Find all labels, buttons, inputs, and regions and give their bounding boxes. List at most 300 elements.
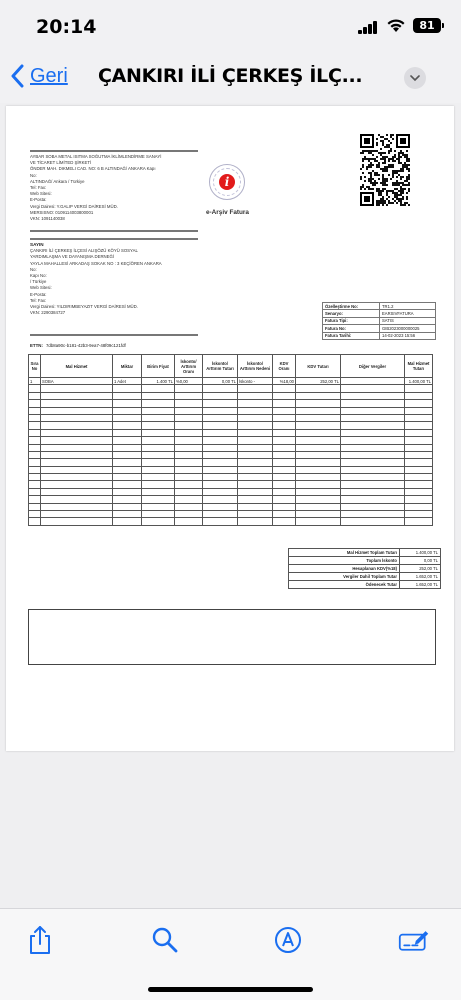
seller-line: Tel: Fax: — [30, 185, 47, 191]
table-cell — [341, 511, 405, 518]
table-cell — [175, 422, 203, 429]
seller-line: VKN: 1091140038 — [30, 216, 65, 222]
table-row — [29, 451, 433, 458]
table-cell — [273, 488, 296, 495]
table-cell — [113, 451, 142, 458]
table-cell — [238, 459, 273, 466]
table-cell — [405, 496, 433, 503]
table-row — [29, 392, 433, 399]
table-cell — [29, 511, 41, 518]
table-row — [29, 400, 433, 407]
table-row — [29, 429, 433, 436]
table-cell — [341, 459, 405, 466]
table-cell — [29, 437, 41, 444]
ettn-value: 7db8a90c-b181-42b3-9ea7-48f09c121fdf — [45, 343, 126, 348]
table-cell — [41, 437, 113, 444]
document-viewer[interactable] — [0, 103, 461, 908]
table-cell — [238, 488, 273, 495]
table-cell — [273, 392, 296, 399]
table-cell — [113, 466, 142, 473]
total-value: 1.652,00 TL — [400, 581, 441, 589]
table-row — [29, 414, 433, 421]
meta-label: Özelleştirme No: — [323, 303, 380, 310]
table-cell: 1 — [29, 378, 41, 385]
table-cell — [273, 511, 296, 518]
table-cell — [341, 414, 405, 421]
buyer-info — [30, 242, 202, 316]
table-cell — [296, 466, 341, 473]
table-cell — [29, 385, 41, 392]
table-cell — [203, 503, 238, 510]
table-cell — [142, 414, 175, 421]
table-cell — [238, 392, 273, 399]
table-cell — [341, 496, 405, 503]
table-row — [29, 511, 433, 518]
table-cell — [142, 429, 175, 436]
table-cell — [238, 422, 273, 429]
table-cell — [273, 496, 296, 503]
table-cell — [175, 444, 203, 451]
table-cell — [238, 496, 273, 503]
table-cell: %0,00 — [175, 378, 203, 385]
table-cell — [296, 385, 341, 392]
table-cell — [296, 407, 341, 414]
seller-line: AYBAR SOBA METAL ISITMA SOĞUTMA İKLİMLENDİRME SANAYİ — [30, 154, 162, 159]
meta-value: EARSIVFATURA — [380, 310, 436, 317]
table-cell — [29, 451, 41, 458]
table-cell: 1.400 TL — [142, 378, 175, 385]
table-cell — [41, 429, 113, 436]
table-row — [29, 503, 433, 510]
total-value: 1.652,00 TL — [400, 573, 441, 581]
seller-line: E-Posta: — [30, 197, 47, 203]
table-cell — [175, 400, 203, 407]
table-cell — [113, 503, 142, 510]
table-cell — [41, 451, 113, 458]
seller-line: Vergi Dairesi: Y.GALIP VERGİ DAİRESİ MÜD. — [30, 203, 118, 209]
table-cell — [41, 503, 113, 510]
table-cell — [273, 385, 296, 392]
table-cell — [175, 385, 203, 392]
table-cell — [238, 511, 273, 518]
table-cell — [296, 451, 341, 458]
table-cell — [142, 451, 175, 458]
table-cell — [405, 451, 433, 458]
table-cell — [273, 422, 296, 429]
seller-line: Web Sitesi: — [30, 191, 52, 197]
table-cell — [113, 481, 142, 488]
table-cell — [341, 466, 405, 473]
table-cell — [405, 459, 433, 466]
total-row — [289, 573, 441, 581]
table-cell — [113, 474, 142, 481]
column-header: Birim Fiyat — [142, 355, 175, 378]
table-cell — [296, 481, 341, 488]
table-cell — [29, 414, 41, 421]
table-cell — [203, 407, 238, 414]
table-cell — [175, 511, 203, 518]
table-cell — [405, 503, 433, 510]
table-cell — [175, 474, 203, 481]
table-cell — [405, 481, 433, 488]
annotate-icon — [398, 926, 430, 954]
buyer-lines — [30, 248, 202, 316]
seller-line: ALTINDAĞ/ Ankara / Türkiye — [30, 178, 85, 184]
buyer-line: E-Posta: — [30, 291, 47, 297]
table-cell — [175, 518, 203, 525]
meta-value: SATIS — [380, 317, 436, 324]
back-button-label: Geri — [30, 64, 68, 87]
table-cell — [203, 444, 238, 451]
table-cell: %18,00 — [273, 378, 296, 385]
table-cell — [175, 481, 203, 488]
table-cell — [341, 503, 405, 510]
table-cell — [41, 459, 113, 466]
table-cell — [175, 451, 203, 458]
table-cell — [405, 444, 433, 451]
meta-value: 14-02-2023 15:56 — [380, 332, 436, 339]
table-cell — [238, 437, 273, 444]
table-cell — [113, 518, 142, 525]
table-cell — [175, 459, 203, 466]
table-cell — [341, 481, 405, 488]
table-cell — [203, 429, 238, 436]
table-cell — [238, 466, 273, 473]
table-cell — [405, 407, 433, 414]
table-cell — [405, 422, 433, 429]
meta-value: TR1.2 — [380, 303, 436, 310]
buyer-line: ÇANKIRI İLİ ÇERKEŞ İLÇESİ ALIŞÖZÜ KÖYÜ SOSYAL — [30, 248, 138, 254]
qr-code-icon — [360, 134, 410, 206]
meta-row — [323, 303, 436, 310]
table-cell — [41, 511, 113, 518]
total-row — [289, 557, 441, 565]
table-cell — [341, 444, 405, 451]
table-cell — [175, 392, 203, 399]
table-cell — [238, 481, 273, 488]
table-cell — [296, 429, 341, 436]
meta-value: GIB2023000000025 — [380, 325, 436, 332]
battery-icon: 81 — [413, 18, 441, 33]
table-cell — [175, 466, 203, 473]
table-row — [29, 444, 433, 451]
table-cell — [273, 518, 296, 525]
status-time: 20:14 — [36, 16, 97, 38]
table-cell — [41, 518, 113, 525]
table-cell — [341, 392, 405, 399]
table-cell — [142, 474, 175, 481]
table-cell — [405, 400, 433, 407]
table-cell — [142, 511, 175, 518]
table-cell — [273, 437, 296, 444]
table-cell — [203, 392, 238, 399]
column-header: KDV Oranı — [273, 355, 296, 378]
table-cell — [405, 392, 433, 399]
table-cell — [29, 429, 41, 436]
table-cell — [203, 451, 238, 458]
seller-line: MERSISNO: 0109114003800001 — [30, 209, 94, 215]
table-row — [29, 407, 433, 414]
table-cell — [142, 407, 175, 414]
table-cell — [273, 503, 296, 510]
table-cell — [203, 414, 238, 421]
table-cell — [296, 400, 341, 407]
table-cell: 1.400,00 TL — [405, 378, 433, 385]
table-cell — [142, 422, 175, 429]
table-row — [29, 385, 433, 392]
table-cell — [175, 407, 203, 414]
divider — [30, 238, 198, 240]
meta-row — [323, 325, 436, 332]
table-cell — [203, 437, 238, 444]
table-cell — [41, 488, 113, 495]
markup-button[interactable] — [272, 924, 304, 956]
search-button[interactable] — [149, 924, 181, 956]
status-bar — [0, 0, 461, 50]
table-cell: 0,00 TL — [203, 378, 238, 385]
table-cell — [142, 481, 175, 488]
table-cell — [203, 518, 238, 525]
table-cell — [29, 496, 41, 503]
table-row — [29, 481, 433, 488]
table-cell — [238, 444, 273, 451]
buyer-line: / Türkiye — [30, 279, 47, 285]
table-cell — [238, 518, 273, 525]
divider — [30, 150, 198, 152]
column-header: İskonto/ Arttırım Tutarı — [203, 355, 238, 378]
table-cell — [142, 392, 175, 399]
table-cell: 252,00 TL — [296, 378, 341, 385]
table-row — [29, 488, 433, 495]
table-cell — [29, 392, 41, 399]
table-cell — [175, 503, 203, 510]
table-cell — [29, 474, 41, 481]
notes-box — [28, 609, 436, 665]
table-cell — [203, 459, 238, 466]
table-cell — [113, 422, 142, 429]
table-cell — [296, 444, 341, 451]
table-cell — [296, 496, 341, 503]
totals-table — [288, 548, 441, 589]
table-row — [29, 422, 433, 429]
total-value: 0,00 TL — [400, 557, 441, 565]
search-icon — [151, 926, 179, 954]
table-cell — [238, 451, 273, 458]
table-cell — [273, 481, 296, 488]
table-cell — [175, 437, 203, 444]
table-cell — [296, 488, 341, 495]
table-cell — [142, 385, 175, 392]
table-cell: 1 Adet — [113, 378, 142, 385]
table-cell — [113, 407, 142, 414]
table-cell: SOBA — [41, 378, 113, 385]
buyer-line: Kapı No: — [30, 273, 47, 279]
bottom-toolbar — [0, 908, 461, 1000]
table-cell — [238, 407, 273, 414]
column-header: Diğer Vergiler — [341, 355, 405, 378]
table-cell — [113, 385, 142, 392]
total-label: Mal Hizmet Toplam Tutarı — [289, 549, 400, 557]
table-cell — [405, 429, 433, 436]
meta-label: Fatura No: — [323, 325, 380, 332]
table-cell — [142, 437, 175, 444]
table-cell — [296, 459, 341, 466]
table-cell — [203, 400, 238, 407]
table-cell — [142, 518, 175, 525]
column-header: Mal Hizmet — [41, 355, 113, 378]
table-cell — [238, 429, 273, 436]
table-cell — [296, 392, 341, 399]
table-cell — [238, 400, 273, 407]
buyer-line: Tel: Fax: — [30, 297, 47, 303]
table-cell — [273, 414, 296, 421]
table-cell — [142, 496, 175, 503]
table-cell — [296, 518, 341, 525]
buyer-line: YARDIMLAŞMA VE DAYANIŞMA DERNEĞİ — [30, 254, 115, 260]
table-cell — [273, 429, 296, 436]
table-cell — [29, 488, 41, 495]
table-cell — [273, 444, 296, 451]
annotate-button[interactable] — [398, 924, 430, 956]
table-cell — [29, 481, 41, 488]
cellular-signal-icon — [358, 21, 378, 34]
table-cell — [296, 503, 341, 510]
column-header: Mal Hizmet Tutarı — [405, 355, 433, 378]
table-cell — [405, 488, 433, 495]
table-cell — [296, 414, 341, 421]
table-cell — [203, 385, 238, 392]
table-cell — [175, 429, 203, 436]
table-cell — [273, 451, 296, 458]
meta-label: Fatura Tarihi: — [323, 332, 380, 339]
back-button[interactable] — [10, 61, 68, 91]
table-cell — [113, 400, 142, 407]
table-row — [29, 496, 433, 503]
table-cell — [203, 496, 238, 503]
table-cell — [41, 422, 113, 429]
table-cell — [113, 444, 142, 451]
title-menu-button[interactable] — [404, 67, 426, 89]
table-cell — [29, 400, 41, 407]
ettn-line — [30, 343, 126, 348]
table-cell — [238, 385, 273, 392]
meta-row — [323, 332, 436, 339]
table-cell — [113, 392, 142, 399]
meta-label: Senaryo: — [323, 310, 380, 317]
buyer-line: Web Sitesi: — [30, 285, 52, 291]
table-cell — [341, 474, 405, 481]
buyer-line: VKN: 2290384727 — [30, 310, 66, 316]
table-cell — [203, 488, 238, 495]
table-cell — [142, 444, 175, 451]
column-header: İskonto/ Arttırım Nedeni — [238, 355, 273, 378]
table-cell — [113, 511, 142, 518]
chevron-left-icon — [10, 64, 24, 88]
total-label: Hesaplanan KDV(%18) — [289, 565, 400, 573]
table-cell — [175, 488, 203, 495]
table-cell — [113, 437, 142, 444]
table-cell — [405, 511, 433, 518]
document-title: ÇANKIRI İLİ ÇERKEŞ İLÇ... — [98, 65, 363, 87]
column-header: İskonto/ Arttırım Oranı — [175, 355, 203, 378]
table-row — [29, 474, 433, 481]
table-cell — [203, 466, 238, 473]
total-label: Ödenecek Tutar — [289, 581, 400, 589]
table-cell — [273, 459, 296, 466]
table-cell — [405, 466, 433, 473]
table-cell — [29, 444, 41, 451]
meta-row — [323, 310, 436, 317]
total-value: 252,00 TL — [400, 565, 441, 573]
earsiv-label: e-Arşiv Fatura — [206, 209, 249, 216]
seller-line: VE TİCARET LİMİTED ŞİRKETİ — [30, 160, 92, 166]
table-cell — [113, 429, 142, 436]
table-cell — [142, 459, 175, 466]
table-cell — [405, 385, 433, 392]
meta-row — [323, 317, 436, 324]
buyer-line: Vergi Dairesi: YILDIRIMBEYAZIT VERGİ DAİRESİ MÜD. — [30, 304, 138, 310]
table-cell — [29, 503, 41, 510]
table-cell — [41, 496, 113, 503]
seller-line: ÖNDER MAH. DIKMELI CAD. NO: 6 B ALTINDAĞ/ ANKARA Kapı — [30, 166, 156, 172]
table-cell — [341, 407, 405, 414]
table-cell — [41, 392, 113, 399]
table-row — [29, 437, 433, 444]
table-cell — [29, 422, 41, 429]
table-cell — [29, 466, 41, 473]
seller-info — [30, 154, 202, 222]
buyer-line: YAYLA MAHALLESİ ARKADAŞ SOKAK NO : 3 KEÇİÖREN ANKARA — [30, 260, 162, 266]
table-cell — [296, 474, 341, 481]
table-cell: İskonto - — [238, 378, 273, 385]
wifi-icon — [386, 17, 406, 33]
table-row — [29, 518, 433, 525]
table-cell — [41, 407, 113, 414]
table-cell — [142, 488, 175, 495]
table-cell — [29, 518, 41, 525]
table-row — [29, 466, 433, 473]
table-cell — [341, 518, 405, 525]
table-cell — [113, 496, 142, 503]
table-cell — [341, 451, 405, 458]
total-value: 1.400,00 TL — [400, 549, 441, 557]
table-cell — [296, 511, 341, 518]
total-row — [289, 581, 441, 589]
table-cell — [341, 378, 405, 385]
line-items-table — [28, 354, 433, 526]
meta-label: Fatura Tipi: — [323, 317, 380, 324]
table-cell — [175, 414, 203, 421]
table-cell — [405, 437, 433, 444]
table-cell — [203, 481, 238, 488]
column-header: KDV Tutarı — [296, 355, 341, 378]
table-cell — [142, 466, 175, 473]
table-cell — [238, 503, 273, 510]
share-button[interactable] — [24, 924, 56, 956]
ettn-label: ETTN: — [30, 343, 43, 348]
table-cell — [296, 437, 341, 444]
table-cell — [142, 503, 175, 510]
table-cell — [113, 459, 142, 466]
table-cell — [341, 400, 405, 407]
invoice-page — [6, 106, 454, 751]
table-cell — [203, 422, 238, 429]
buyer-heading: SAYIN — [30, 242, 44, 247]
seller-line: No: — [30, 172, 37, 178]
table-cell — [273, 400, 296, 407]
gib-seal-logo: i — [209, 164, 245, 200]
table-cell — [341, 429, 405, 436]
